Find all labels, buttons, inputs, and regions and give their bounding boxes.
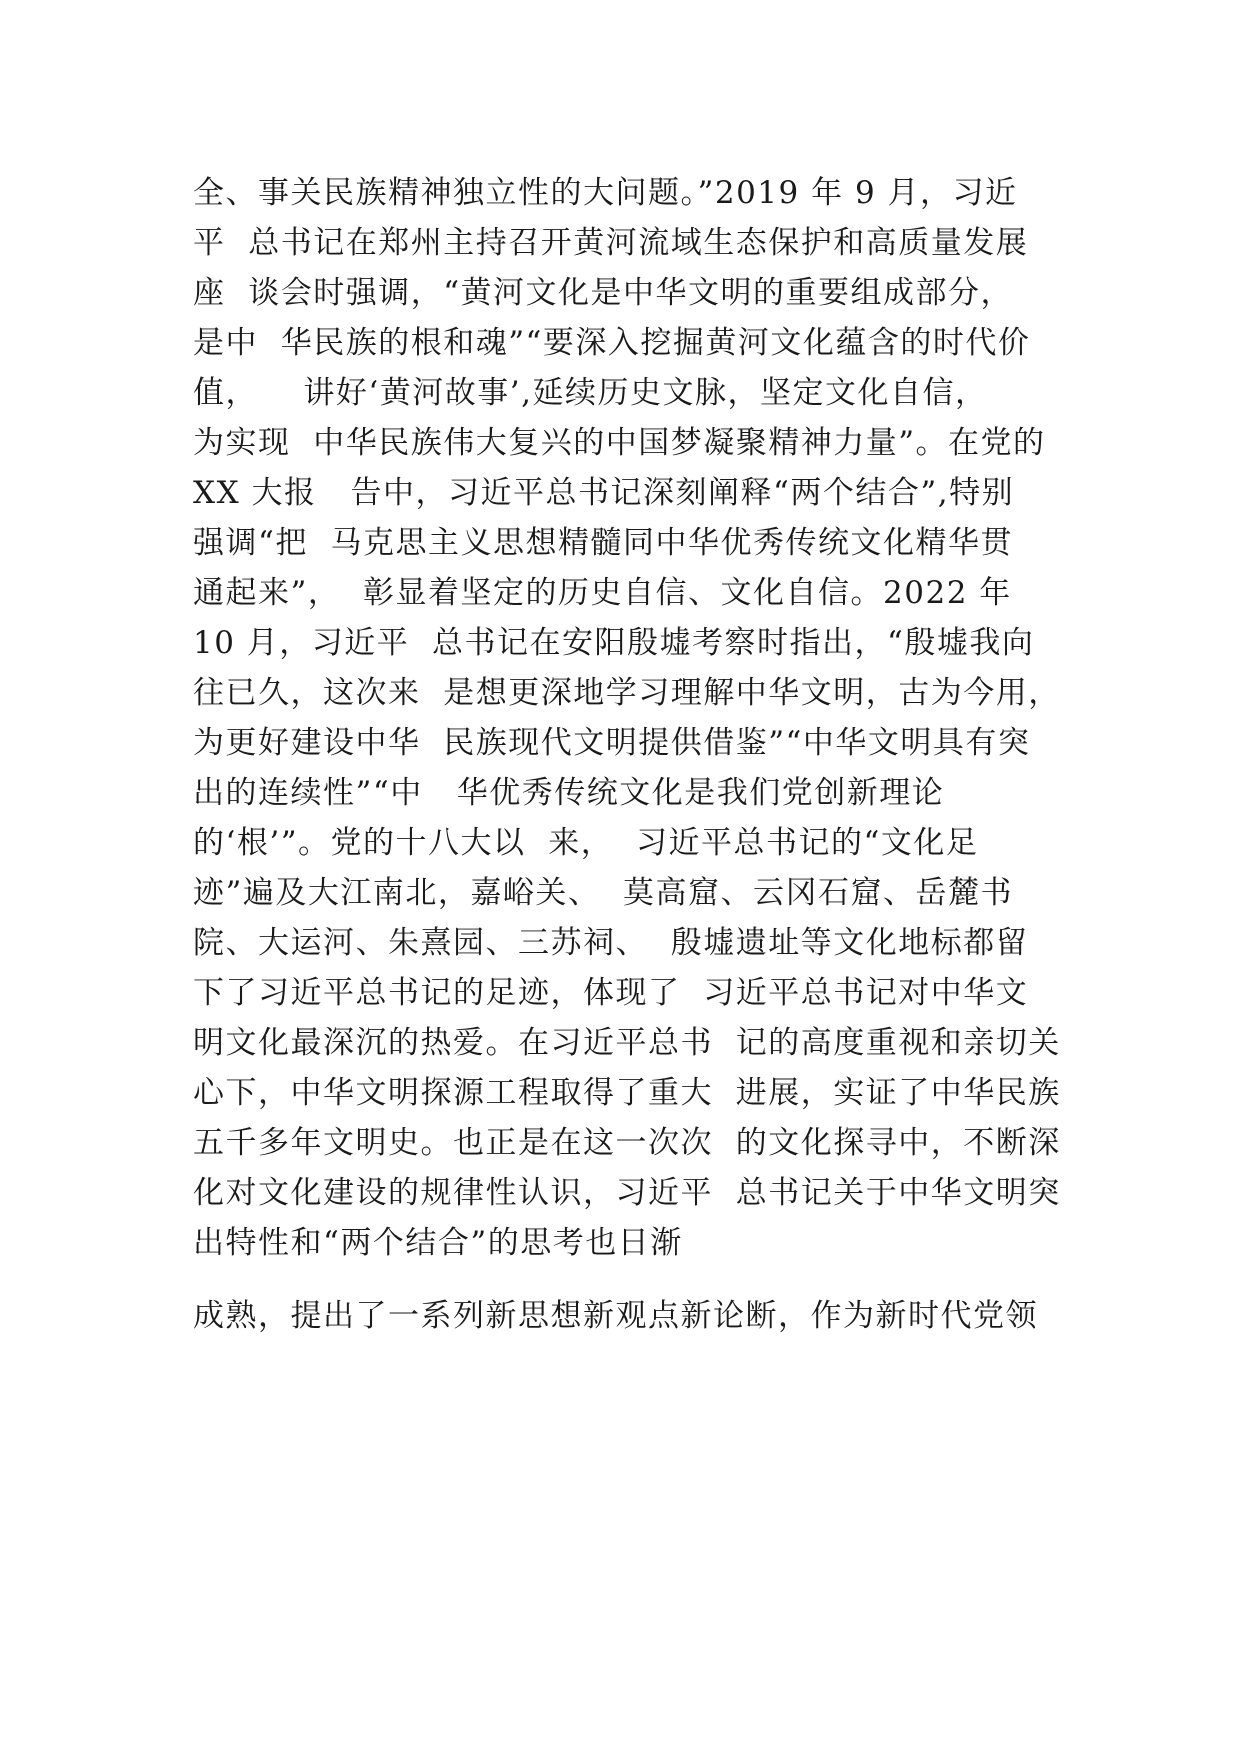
text-line: 下了习近平总书记的足迹，体现了 习近平总书记对中华文 — [193, 975, 1029, 1011]
text-line: 平 总书记在郑州主持召开黄河流域生态保护和高质量发展 — [193, 225, 1029, 261]
text-line: 通起来”， 彰显着坚定的历史自信、文化自信。2022 年 — [193, 575, 1012, 611]
text-line: 为实现 中华民族伟大复兴的中国梦凝聚精神力量”。在党的 — [193, 425, 1046, 461]
text-line: 出的连续性”“中 华优秀传统文化是我们党创新理论 — [193, 775, 945, 811]
text-line: 强调“把 马克思主义思想精髓同中华优秀传统文化精华贯 — [193, 525, 1014, 561]
text-line: XX 大报 告中，习近平总书记深刻阐释“两个结合”,特别 — [193, 475, 1015, 511]
text-line: 10 月，习近平 总书记在安阳殷墟考察时指出，“殷墟我向 — [193, 625, 1035, 661]
text-line: 化对文化建设的规律性认识，习近平 总书记关于中华文明突 — [193, 1175, 1061, 1211]
text-line: 心下，中华文明探源工程取得了重大 进展，实证了中华民族 — [193, 1075, 1061, 1111]
text-line: 值， 讲好‘黄河故事’,延续历史文脉，坚定文化自信， — [193, 375, 988, 411]
text-line: 迹”遍及大江南北，嘉峪关、 莫高窟、云冈石窟、岳麓书 — [193, 875, 1014, 911]
text-line: 座 谈会时强调，“黄河文化是中华文明的重要组成部分， — [193, 275, 1014, 311]
text-line-final: 成熟，提出了一系列新思想新观点新论断，作为新时代党领 — [193, 1298, 1038, 1334]
text-line: 是中 华民族的根和魂”“要深入挖掘黄河文化蕴含的时代价 — [193, 325, 1031, 361]
body-text — [193, 168, 1093, 1341]
text-line: 全、事关民族精神独立性的大问题。”2019 年 9 月，习近 — [193, 175, 1018, 211]
text-line: 五千多年文明史。也正是在这一次次 的文化探寻中，不断深 — [193, 1125, 1061, 1161]
text-line: 出特性和“两个结合”的思考也日渐 — [193, 1225, 683, 1261]
text-line: 明文化最深沉的热爱。在习近平总书 记的高度重视和亲切关 — [193, 1025, 1061, 1061]
text-line: 院、大运河、朱熹园、三苏祠、 殷墟遗址等文化地标都留 — [193, 925, 1029, 961]
text-line: 往已久，这次来 是想更深地学习理解中华文明，古为今用， — [193, 675, 1061, 711]
paragraph-gap — [193, 1268, 1093, 1291]
text-line: 的‘根’”。党的十八大以 来， 习近平总书记的“文化足 — [193, 825, 979, 861]
text-line: 为更好建设中华 民族现代文明提供借鉴”“中华文明具有突 — [193, 725, 1031, 761]
